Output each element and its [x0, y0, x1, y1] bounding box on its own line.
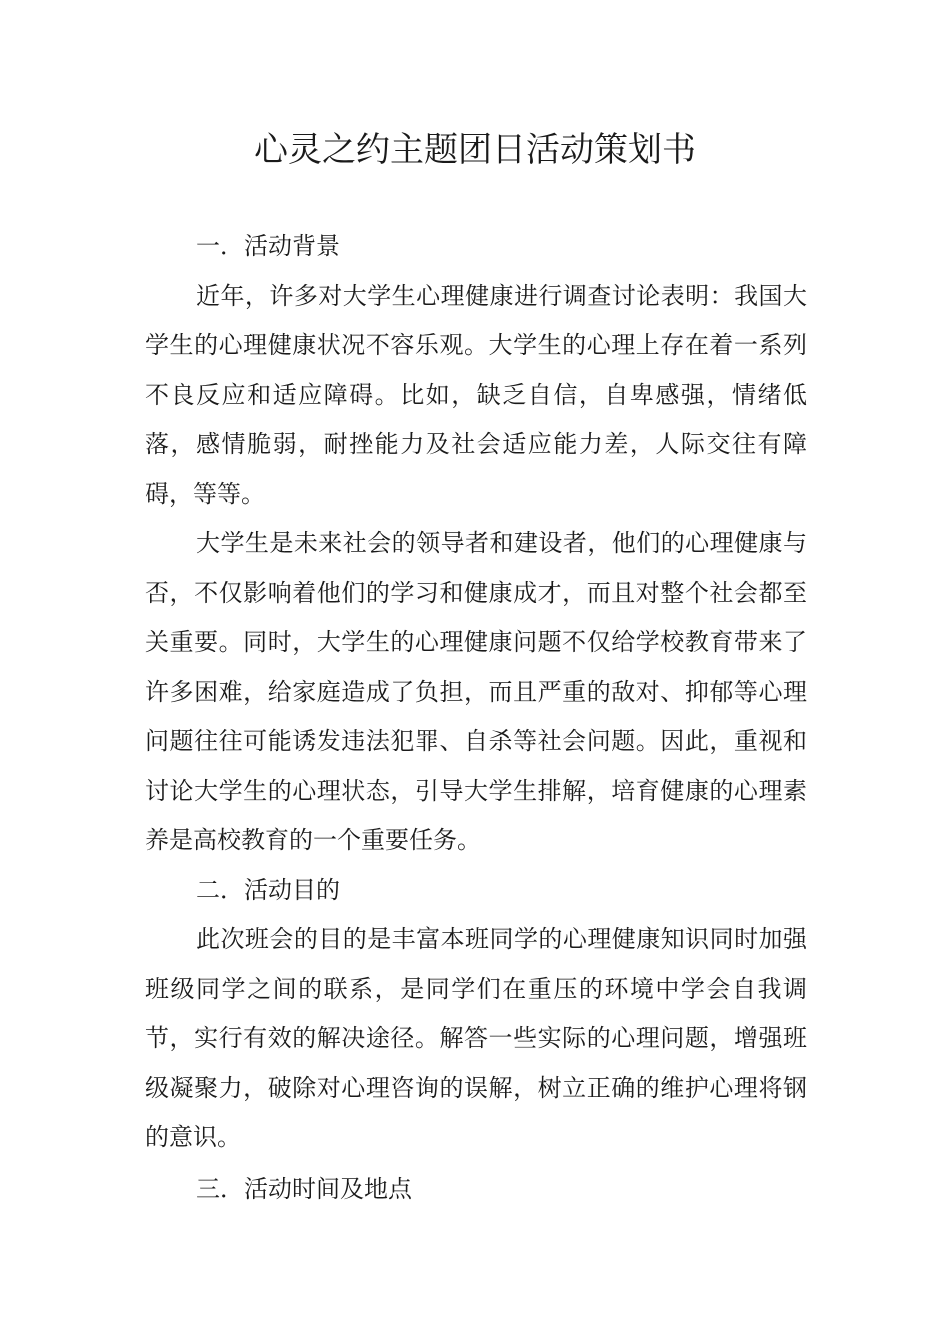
- section-heading-background: 一．活动背景: [196, 232, 340, 260]
- paragraph-purpose-1: 此次班会的目的是丰富本班同学的心理健康知识同时加强班级同学之间的联系，是同学们在重压的环境中学会自我调节，实行有效的解决途径。解答一些实际的心理问题，增强班级凝聚力，破除对心理咨询的误解，树立正确的维护心理将钢的意识。: [145, 925, 807, 1151]
- section-heading-time-place: 三．活动时间及地点: [196, 1174, 412, 1203]
- paragraph-background-2: 大学生是未来社会的领导者和建设者，他们的心理健康与否，不仅影响着他们的学习和健康成才，而且对整个社会都至关重要。同时，大学生的心理健康问题不仅给学校教育带来了许多困难，给家庭造成了负担，而且严重的敌对、抑郁等心理问题往往可能诱发违法犯罪、自杀等社会问题。因此，重视和讨论大学生的心理状态，引导大学生排解，培育健康的心理素养是高校教育的一个重要任务。: [145, 529, 807, 854]
- paragraph-background-1: 近年，许多对大学生心理健康进行调查讨论表明：我国大学生的心理健康状况不容乐观。大学生的心理上存在着一系列不良反应和适应障碍。比如，缺乏自信，自卑感强，情绪低落，感情脆弱，耐挫能力及社会适应能力差，人际交往有障碍，等等。: [145, 281, 807, 508]
- document-body: [145, 222, 807, 1214]
- document-title: 心灵之约主题团日活动策划书: [254, 130, 696, 170]
- section-heading-purpose: 二．活动目的: [196, 875, 340, 904]
